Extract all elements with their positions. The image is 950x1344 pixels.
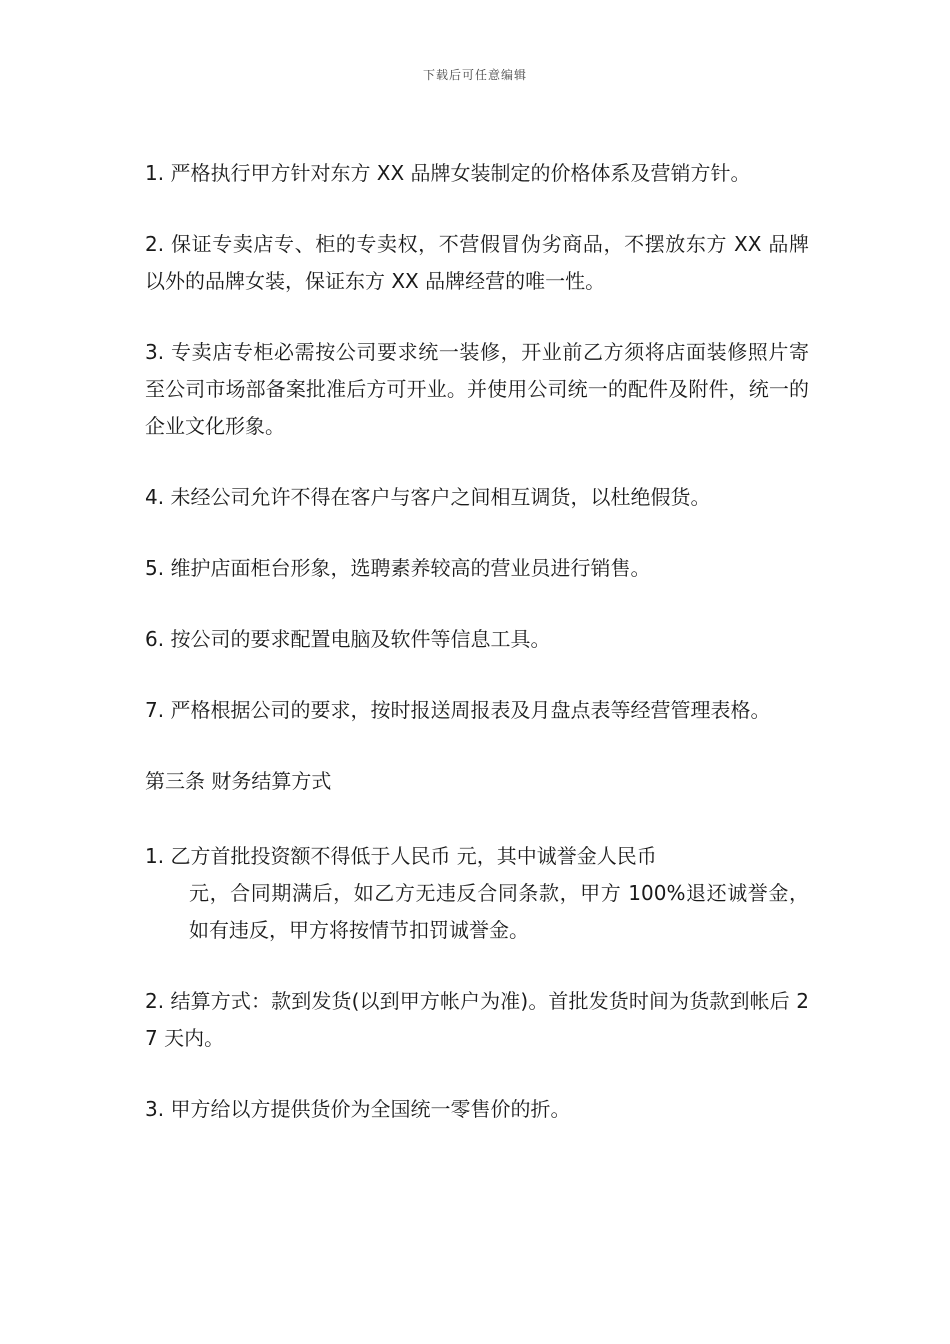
clause-3: 3. 专卖店专柜必需按公司要求统一装修，开业前乙方须将店面装修照片寄至公司市场部备案批准后方可开业。并使用公司统一的配件及附件，统一的企业文化形象。 [145, 340, 809, 438]
section-3-item-2: 2. 结算方式：款到发货(以到甲方帐户为准)。首批发货时间为货款到帐后 27 天内。 [145, 989, 809, 1050]
section-3-item-1-line-2: 元，合同期满后，如乙方无违反合同条款，甲方 100%退还诚誉金，如有违反，甲方将按情节扣罚诚誉金。 [189, 881, 809, 942]
section-3-title: 第三条 财务结算方式 [145, 769, 332, 793]
document-body [145, 155, 809, 1162]
clause-1: 1. 严格执行甲方针对东方 XX 品牌女装制定的价格体系及营销方针。 [145, 161, 751, 185]
section-3-item-1 [145, 838, 809, 949]
section-3-item-1-line-1: 1. 乙方首批投资额不得低于人民币 元，其中诚誉金人民币 [145, 844, 657, 868]
clause-4: 4. 未经公司允许不得在客户与客户之间相互调货，以杜绝假货。 [145, 485, 711, 509]
page-header-note: 下载后可任意编辑 [422, 68, 527, 82]
clause-7: 7. 严格根据公司的要求，按时报送周报表及月盘点表等经营管理表格。 [145, 698, 771, 722]
clause-5: 5. 维护店面柜台形象，选聘素养较高的营业员进行销售。 [145, 556, 651, 580]
clause-2: 2. 保证专卖店专、柜的专卖权，不营假冒伪劣商品，不摆放东方 XX 品牌以外的品牌女装，保证东方 XX 品牌经营的唯一性。 [145, 232, 809, 293]
section-3-item-3: 3. 甲方给以方提供货价为全国统一零售价的折。 [145, 1097, 571, 1121]
clause-6: 6. 按公司的要求配置电脑及软件等信息工具。 [145, 627, 551, 651]
